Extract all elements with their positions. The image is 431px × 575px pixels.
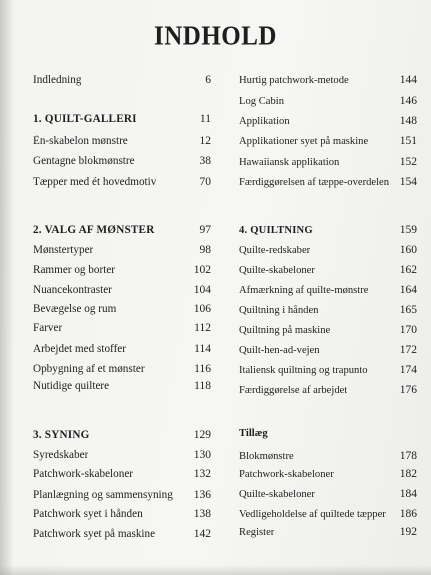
toc-page-number: 154 xyxy=(399,176,417,188)
toc-entry-title: Register xyxy=(239,527,275,538)
toc-page-number: 182 xyxy=(399,468,417,480)
toc-entry-title: 3. SYNING xyxy=(33,429,90,441)
toc-entry xyxy=(33,322,211,334)
toc-entry xyxy=(33,176,211,188)
toc-entry xyxy=(33,528,211,540)
toc-entry-title: Patchwork-skabeloner xyxy=(33,468,134,480)
toc-page-number: 172 xyxy=(399,344,417,356)
toc-entry xyxy=(33,449,211,461)
toc-entry-title: 2. VALG AF MØNSTER xyxy=(33,224,155,236)
toc-entry-title: Afmærkning af quilte-mønstre xyxy=(239,285,369,296)
toc-entry xyxy=(33,508,211,520)
toc-entry-title: Rammer og borter xyxy=(33,264,116,276)
toc-entry xyxy=(239,364,417,376)
toc-page-number: 146 xyxy=(399,95,417,107)
toc-entry xyxy=(239,468,417,480)
toc-entry xyxy=(239,156,417,168)
toc-page-number: 165 xyxy=(399,304,417,316)
toc-page-number: 184 xyxy=(399,488,417,500)
toc-page-number: 130 xyxy=(193,449,211,461)
toc-entry-title: Applikationer syet på maskine xyxy=(239,136,369,147)
toc-entry-title: 4. QUILTNING xyxy=(239,225,313,236)
toc-entry-title: Tæpper med ét hovedmotiv xyxy=(33,176,157,188)
toc-page-number: 176 xyxy=(399,384,417,396)
toc-page-number: 98 xyxy=(199,244,211,256)
toc-entry xyxy=(33,303,211,315)
toc-entry-title: Planlægning og sammensyning xyxy=(33,489,173,501)
toc-page-number: 151 xyxy=(399,135,417,147)
toc-entry-title: Quilte-skabeloner xyxy=(239,265,315,276)
toc-entry-title: Indledning xyxy=(33,74,82,86)
page-bottom-shadow xyxy=(0,565,431,575)
toc-entry xyxy=(239,508,417,520)
toc-entry-title: Hurtig patchwork-metode xyxy=(239,75,349,86)
toc-entry-title: Nutidige quiltere xyxy=(33,380,110,392)
toc-entry xyxy=(33,155,211,167)
toc-entry-title: Færdiggørelsen af tæppe-overdelen xyxy=(239,177,390,188)
toc-page-number: 70 xyxy=(199,176,211,188)
toc-section-heading xyxy=(239,428,417,439)
toc-entry xyxy=(33,74,211,86)
toc-entry-title: Patchwork syet på maskine xyxy=(33,528,156,540)
toc-page-number: 160 xyxy=(399,244,417,256)
toc-entry xyxy=(33,380,211,392)
toc-page-number: 11 xyxy=(199,113,211,125)
toc-page-number: 114 xyxy=(194,343,211,355)
toc-page-number: 192 xyxy=(399,526,417,538)
toc-entry xyxy=(239,176,417,188)
toc-entry-title: Log Cabin xyxy=(239,96,285,107)
toc-entry xyxy=(33,284,211,296)
toc-entry xyxy=(239,324,417,336)
toc-page-number: 102 xyxy=(193,264,211,276)
toc-page-number: 104 xyxy=(193,284,211,296)
toc-page-number: 148 xyxy=(399,115,417,127)
page-title: INDHOLD xyxy=(154,21,277,52)
toc-entry xyxy=(239,304,417,316)
toc-entry xyxy=(239,344,417,356)
toc-entry xyxy=(33,489,211,501)
toc-section-heading xyxy=(33,224,211,236)
toc-page-number: 138 xyxy=(193,508,211,520)
toc-page-number: 159 xyxy=(399,224,417,236)
toc-page-number: 116 xyxy=(194,363,211,375)
toc-entry xyxy=(239,488,417,500)
toc-page-number: 136 xyxy=(193,489,211,501)
toc-entry-title: Quiltning på maskine xyxy=(239,325,331,336)
toc-entry xyxy=(239,284,417,296)
toc-entry-title: Bevægelse og rum xyxy=(33,303,117,315)
toc-section-heading xyxy=(33,113,211,125)
toc-entry-title: Opbygning af et mønster xyxy=(33,363,145,375)
toc-entry-title: Quilte-redskaber xyxy=(239,245,311,256)
toc-entry xyxy=(239,115,417,127)
toc-section-heading xyxy=(33,429,211,441)
toc-entry-title: Blokmønstre xyxy=(239,451,294,462)
toc-page-number: 12 xyxy=(199,135,211,147)
toc-entry xyxy=(239,244,417,256)
toc-page-number: 142 xyxy=(193,528,211,540)
toc-entry-title: Mønstertyper xyxy=(33,244,94,256)
toc-entry-title: Tillæg xyxy=(239,428,268,439)
toc-entry-title: Quiltning i hånden xyxy=(239,305,319,316)
toc-page-number: 162 xyxy=(399,264,417,276)
toc-page-number: 170 xyxy=(399,324,417,336)
toc-entry xyxy=(33,468,211,480)
toc-entry xyxy=(239,95,417,107)
toc-page-number: 38 xyxy=(199,155,211,167)
toc-entry-title: Èn-skabelon mønstre xyxy=(33,135,128,147)
toc-page-number: 164 xyxy=(399,284,417,296)
toc-entry xyxy=(239,135,417,147)
toc-entry xyxy=(239,526,417,538)
toc-page-number: 144 xyxy=(399,74,417,86)
toc-entry xyxy=(239,384,417,396)
toc-page-number: 174 xyxy=(399,364,417,376)
toc-entry-title: Quilte-skabeloner xyxy=(239,489,315,500)
toc-entry-title: Italiensk quiltning og trapunto xyxy=(239,365,368,376)
toc-entry xyxy=(33,244,211,256)
toc-entry-title: Arbejdet med stoffer xyxy=(33,343,126,355)
toc-entry-title: Patchwork-skabeloner xyxy=(239,469,334,480)
toc-section-heading xyxy=(239,224,417,236)
toc-entry xyxy=(239,450,417,462)
toc-entry-title: Færdiggørelse af arbejdet xyxy=(239,385,348,396)
toc-entry-title: Applikation xyxy=(239,116,290,127)
toc-entry-title: Gentagne blokmønstre xyxy=(33,155,135,167)
toc-entry-title: Patchwork syet i hånden xyxy=(33,508,143,520)
toc-entry-title: 1. QUILT-GALLERI xyxy=(33,113,137,125)
toc-page-number: 97 xyxy=(199,224,211,236)
toc-page-number: 129 xyxy=(193,429,211,441)
page-gutter-shadow xyxy=(0,0,14,575)
toc-entry xyxy=(33,363,211,375)
toc-entry xyxy=(33,264,211,276)
toc-entry-title: Nuancekontraster xyxy=(33,284,112,296)
toc-entry-title: Syredskaber xyxy=(33,449,89,461)
toc-entry-title: Hawaiiansk applikation xyxy=(239,157,340,168)
toc-page-number: 106 xyxy=(193,303,211,315)
toc-page-number: 112 xyxy=(194,322,211,334)
toc-page-number: 6 xyxy=(205,74,211,86)
toc-entry-title: Farver xyxy=(33,322,63,334)
toc-entry xyxy=(239,74,417,86)
toc-entry-title: Vedligeholdelse af quiltede tæpper xyxy=(239,509,386,520)
toc-entry xyxy=(239,264,417,276)
toc-page-number: 132 xyxy=(193,468,211,480)
toc-page-number: 118 xyxy=(194,380,211,392)
toc-entry-title: Quilt-hen-ad-vejen xyxy=(239,345,320,356)
toc-entry xyxy=(33,135,211,147)
toc-page-number: 152 xyxy=(399,156,417,168)
toc-page-number: 186 xyxy=(399,508,417,520)
toc-entry xyxy=(33,343,211,355)
toc-page-number: 178 xyxy=(399,450,417,462)
